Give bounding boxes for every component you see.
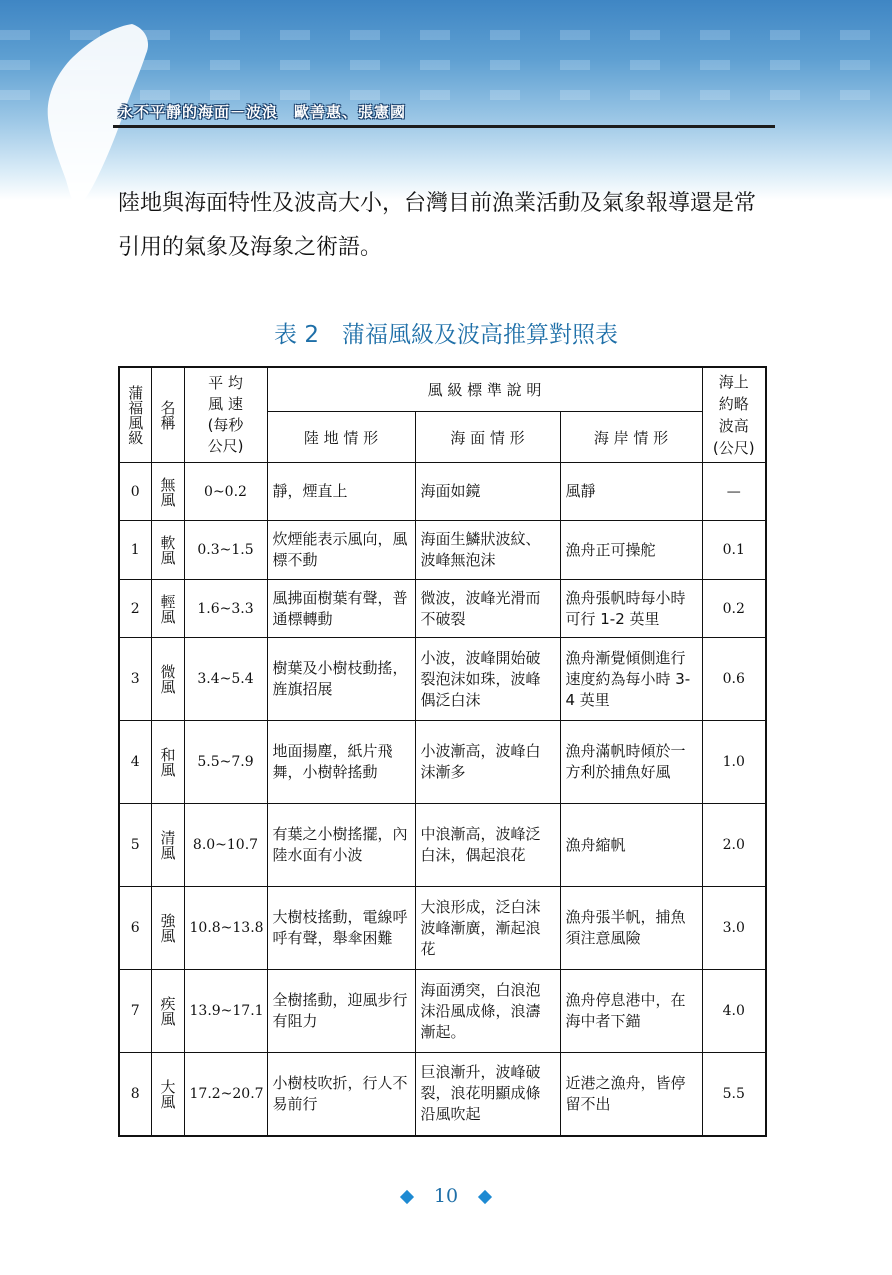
header-name: 名稱 — [151, 367, 184, 463]
intro-line: 陸地與海面特性及波高大小，台灣目前漁業活動及氣象報導還是常 — [118, 191, 757, 216]
cell-coast: 漁舟正可操舵 — [560, 521, 702, 580]
table-row — [119, 580, 766, 638]
cell-name: 無風 — [151, 463, 184, 521]
cell-land: 大樹枝搖動，電線呼呼有聲，舉傘困難 — [267, 887, 415, 970]
cell-sea: 大浪形成，泛白沫波峰漸廣，漸起浪花 — [415, 887, 560, 970]
page-footer — [0, 1185, 892, 1207]
cell-land: 炊煙能表示風向，風標不動 — [267, 521, 415, 580]
cell-speed: 1.6~3.3 — [184, 580, 267, 638]
cell-sea: 海面如鏡 — [415, 463, 560, 521]
cell-speed: 17.2~20.7 — [184, 1053, 267, 1136]
cell-land: 靜，煙直上 — [267, 463, 415, 521]
diamond-icon — [478, 1190, 492, 1204]
header-level: 蒲福風級 — [119, 367, 151, 463]
cell-coast: 近港之漁舟，皆停留不出 — [560, 1053, 702, 1136]
cell-level: 0 — [119, 463, 151, 521]
cell-wave: 0.6 — [702, 638, 766, 721]
cell-level: 3 — [119, 638, 151, 721]
cell-coast: 風靜 — [560, 463, 702, 521]
cell-speed: 10.8~13.8 — [184, 887, 267, 970]
table-row — [119, 970, 766, 1053]
cell-name: 軟風 — [151, 521, 184, 580]
cell-wave: 3.0 — [702, 887, 766, 970]
cell-coast: 漁舟張半帆，捕魚須注意風險 — [560, 887, 702, 970]
header-land: 陸 地 情 形 — [267, 412, 415, 463]
header-banner — [0, 0, 892, 200]
cell-coast: 漁舟滿帆時傾於一方利於捕魚好風 — [560, 721, 702, 804]
cell-land: 有葉之小樹搖擺，內陸水面有小波 — [267, 804, 415, 887]
cell-sea: 微波，波峰光滑而不破裂 — [415, 580, 560, 638]
table-row — [119, 804, 766, 887]
beaufort-table — [118, 366, 767, 1137]
header-standard: 風 級 標 準 說 明 — [267, 367, 702, 412]
cell-speed: 0~0.2 — [184, 463, 267, 521]
cell-speed: 13.9~17.1 — [184, 970, 267, 1053]
cell-name: 和風 — [151, 721, 184, 804]
cell-wave: 5.5 — [702, 1053, 766, 1136]
header-coast: 海 岸 情 形 — [560, 412, 702, 463]
table-row — [119, 887, 766, 970]
cell-wave: 2.0 — [702, 804, 766, 887]
cell-land: 全樹搖動，迎風步行有阻力 — [267, 970, 415, 1053]
cell-speed: 0.3~1.5 — [184, 521, 267, 580]
page-number: 10 — [433, 1185, 459, 1207]
cell-level: 2 — [119, 580, 151, 638]
intro-line: 引用的氣象及海象之術語。 — [118, 235, 383, 260]
cell-coast: 漁舟停息港中，在海中者下錨 — [560, 970, 702, 1053]
cell-land: 小樹枝吹折，行人不易前行 — [267, 1053, 415, 1136]
cell-speed: 8.0~10.7 — [184, 804, 267, 887]
cell-name: 疾風 — [151, 970, 184, 1053]
cell-sea: 中浪漸高，波峰泛白沫，偶起浪花 — [415, 804, 560, 887]
cell-sea: 巨浪漸升，波峰破裂，浪花明顯成條沿風吹起 — [415, 1053, 560, 1136]
table-row — [119, 1053, 766, 1136]
cell-level: 1 — [119, 521, 151, 580]
cell-level: 8 — [119, 1053, 151, 1136]
diamond-icon — [400, 1190, 414, 1204]
cell-name: 大風 — [151, 1053, 184, 1136]
header-sea: 海 面 情 形 — [415, 412, 560, 463]
cell-sea: 小波漸高，波峰白沫漸多 — [415, 721, 560, 804]
cell-level: 7 — [119, 970, 151, 1053]
header-speed: 平 均 風 速 (每秒 公尺) — [184, 367, 267, 463]
cell-land: 風拂面樹葉有聲，普通標轉動 — [267, 580, 415, 638]
header-rule — [113, 125, 775, 128]
cell-wave: 1.0 — [702, 721, 766, 804]
cell-sea: 海面湧突，白浪泡沫沿風成條，浪濤漸起。 — [415, 970, 560, 1053]
cell-level: 4 — [119, 721, 151, 804]
cell-sea: 小波，波峰開始破裂泡沫如珠，波峰偶泛白沫 — [415, 638, 560, 721]
intro-paragraph — [118, 182, 788, 270]
cell-wave: — — [702, 463, 766, 521]
cell-land: 樹葉及小樹枝動搖，旌旗招展 — [267, 638, 415, 721]
cell-coast: 漁舟漸覺傾側進行速度約為每小時 3-4 英里 — [560, 638, 702, 721]
header-wave-height: 海上 約略 波高 (公尺) — [702, 367, 766, 463]
cell-coast: 漁舟張帆時每小時可行 1-2 英里 — [560, 580, 702, 638]
table-header-row — [119, 367, 766, 412]
cell-wave: 4.0 — [702, 970, 766, 1053]
cell-name: 輕風 — [151, 580, 184, 638]
running-title: 永不平靜的海面－波浪 歐善惠、張憲國 — [118, 103, 407, 121]
table-row — [119, 721, 766, 804]
cell-sea: 海面生鱗狀波紋、波峰無泡沫 — [415, 521, 560, 580]
cell-name: 清風 — [151, 804, 184, 887]
cell-speed: 3.4~5.4 — [184, 638, 267, 721]
cell-speed: 5.5~7.9 — [184, 721, 267, 804]
cell-wave: 0.2 — [702, 580, 766, 638]
table-row — [119, 521, 766, 580]
cell-name: 微風 — [151, 638, 184, 721]
cell-wave: 0.1 — [702, 521, 766, 580]
cell-coast: 漁舟縮帆 — [560, 804, 702, 887]
cell-land: 地面揚塵，紙片飛舞，小樹幹搖動 — [267, 721, 415, 804]
table-row — [119, 638, 766, 721]
cell-level: 6 — [119, 887, 151, 970]
table-row — [119, 463, 766, 521]
cell-name: 強風 — [151, 887, 184, 970]
cell-level: 5 — [119, 804, 151, 887]
table-title: 表 2 蒲福風級及波高推算對照表 — [274, 322, 618, 348]
